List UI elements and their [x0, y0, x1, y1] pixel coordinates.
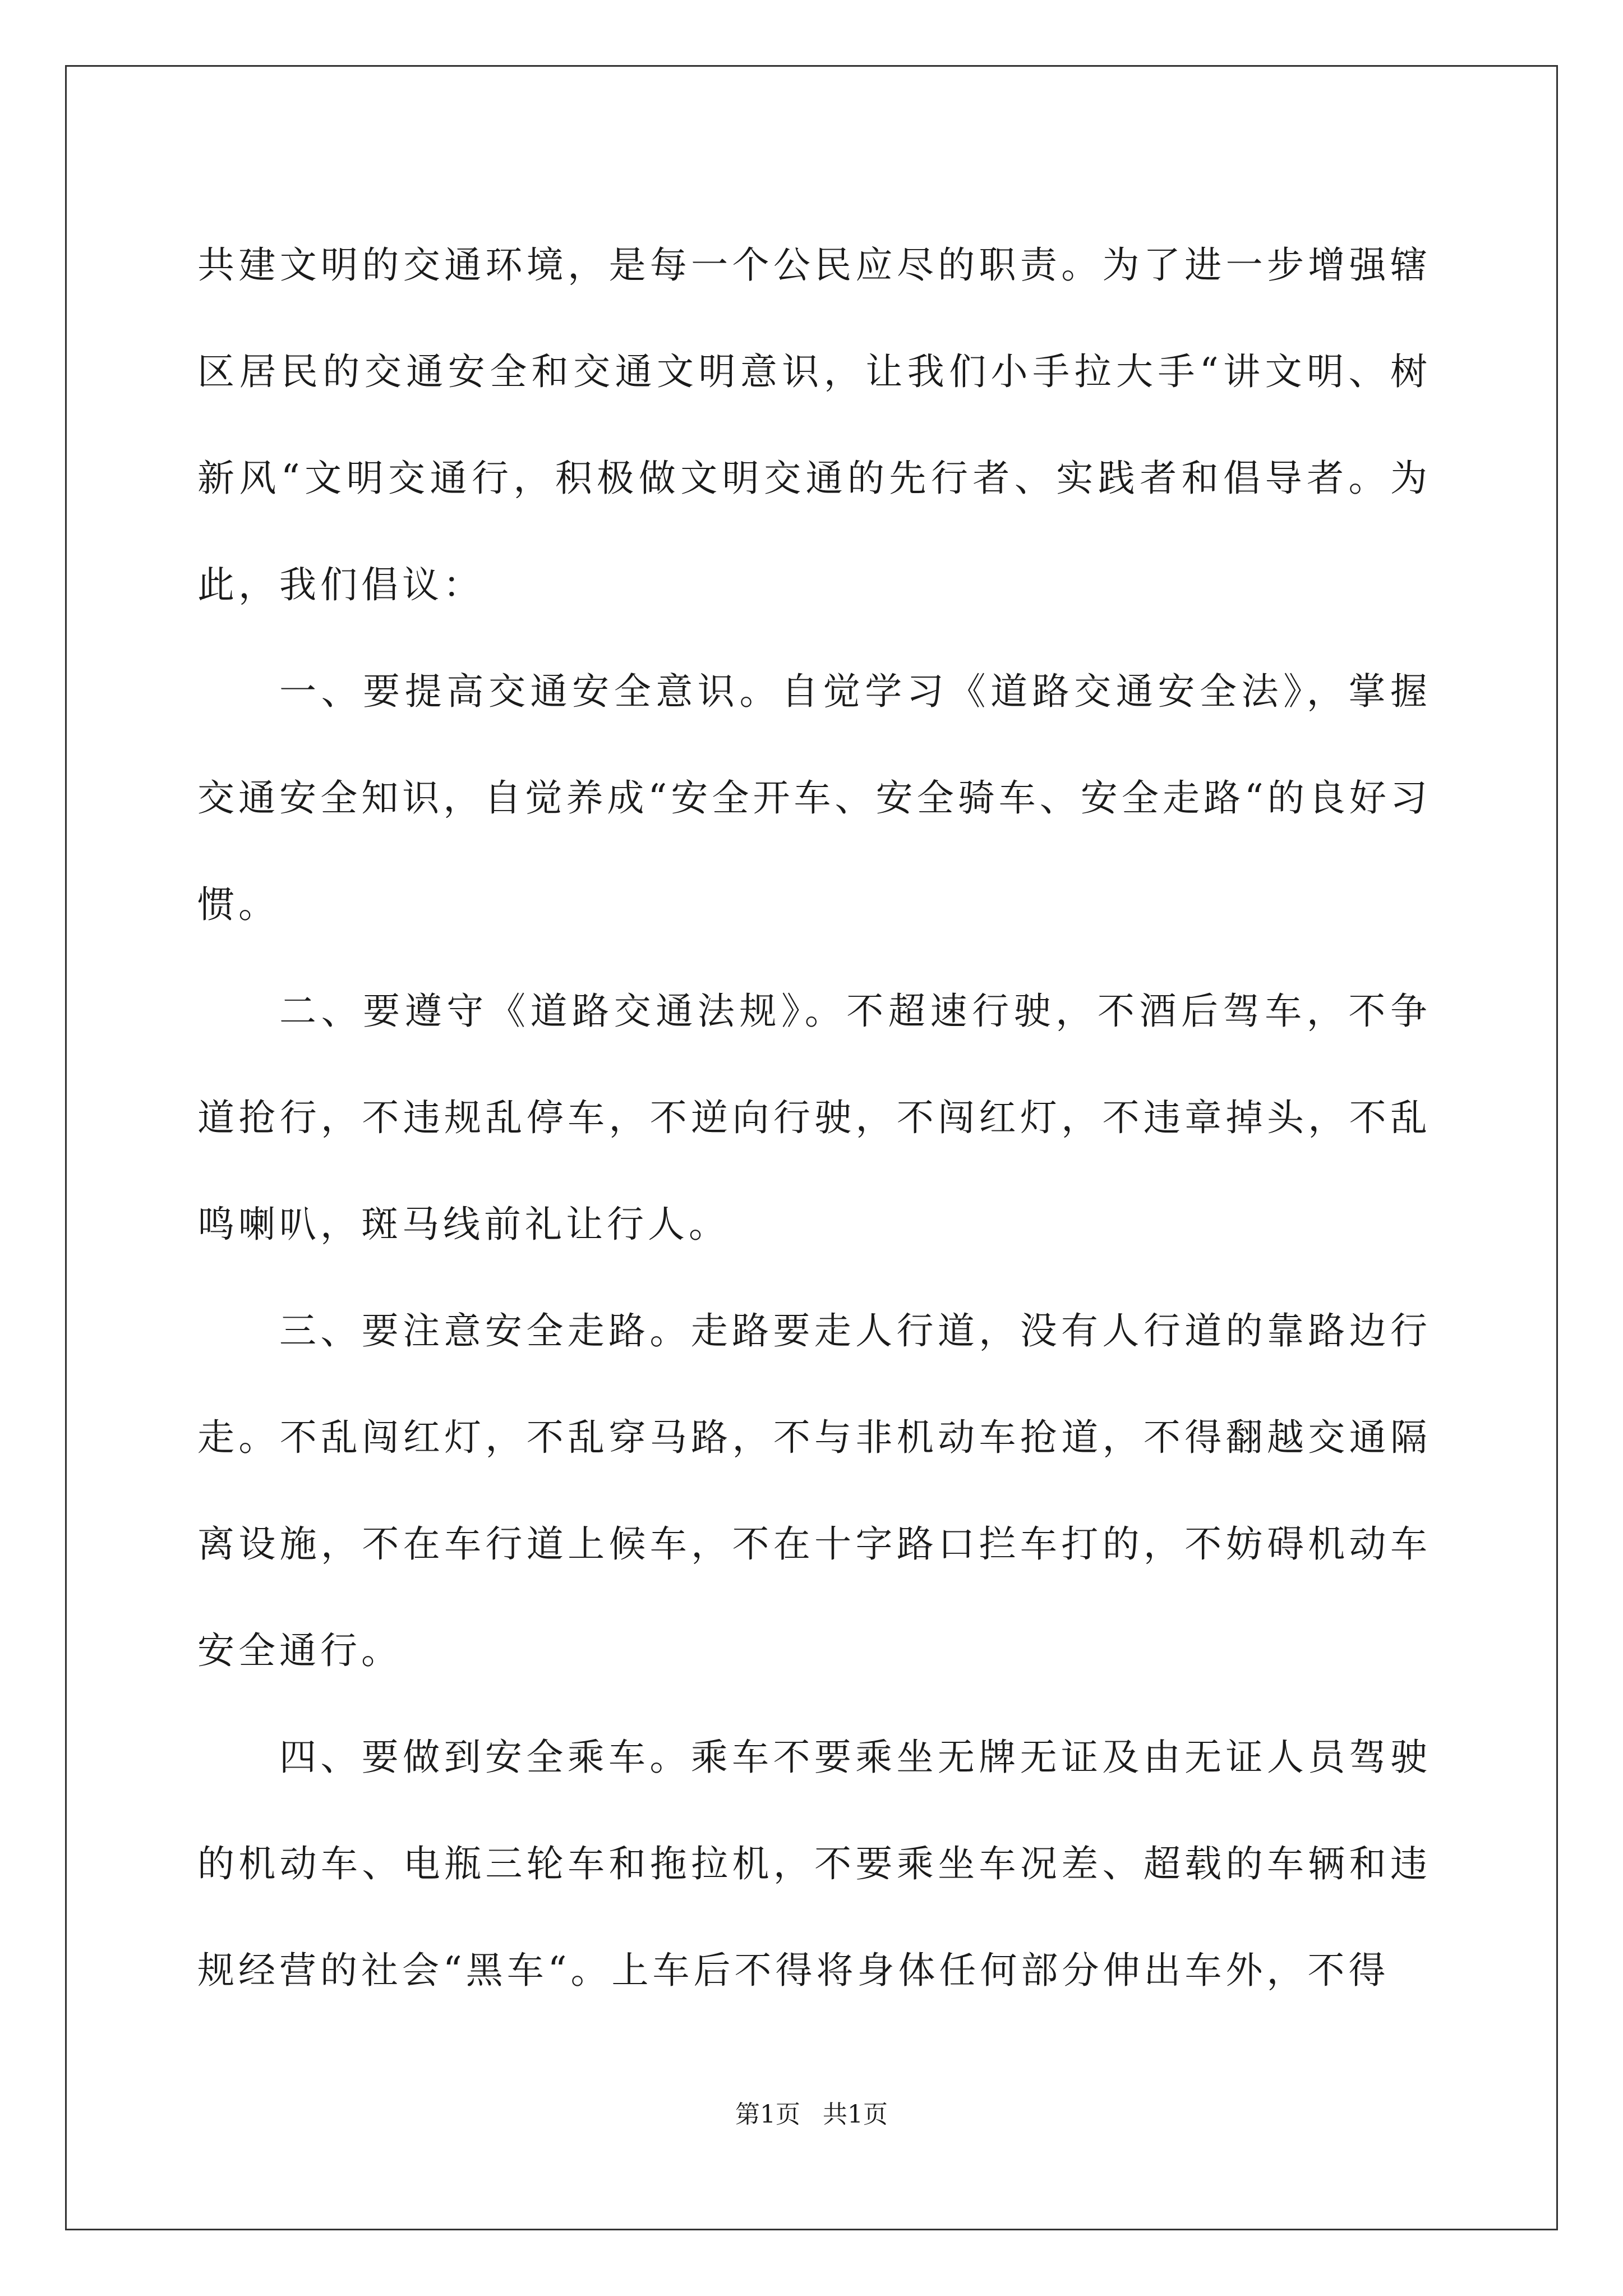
document-body — [197, 212, 1431, 2024]
page-footer — [0, 2098, 1623, 2132]
paragraph-point-1: 一、要提高交通安全意识。自觉学习《道路交通安全法》，掌握交通安全知识，自觉养成“安全开车、安全骑车、安全走路“的良好习惯。 — [197, 670, 1431, 926]
paragraph-point-2: 二、要遵守《道路交通法规》。不超速行驶，不酒后驾车，不争道抢行，不违规乱停车，不逆向行驶，不闯红灯，不违章掉头，不乱鸣喇叭，斑马线前礼让行人。 — [197, 990, 1431, 1246]
paragraph-intro: 共建文明的交通环境，是每一个公民应尽的职责。为了进一步增强辖区居民的交通安全和交通文明意识，让我们小手拉大手“讲文明、树新风“文明交通行，积极做文明交通的先行者、实践者和倡导者。为此，我们倡议： — [197, 243, 1431, 606]
page-number: 第1页 — [735, 2100, 800, 2129]
paragraph-point-4: 四、要做到安全乘车。乘车不要乘坐无牌无证及由无证人员驾驶的机动车、电瓶三轮车和拖拉机，不要乘坐车况差、超载的车辆和违规经营的社会“黑车“。上车后不得将身体任何部分伸出车外，不得 — [197, 1736, 1431, 1992]
paragraph-point-3: 三、要注意安全走路。走路要走人行道，没有人行道的靠路边行走。不乱闯红灯，不乱穿马路，不与非机动车抢道，不得翻越交通隔离设施，不在车行道上候车，不在十字路口拦车打的，不妨碍机动车安全通行。 — [197, 1309, 1431, 1672]
page-total: 共1页 — [823, 2100, 888, 2129]
